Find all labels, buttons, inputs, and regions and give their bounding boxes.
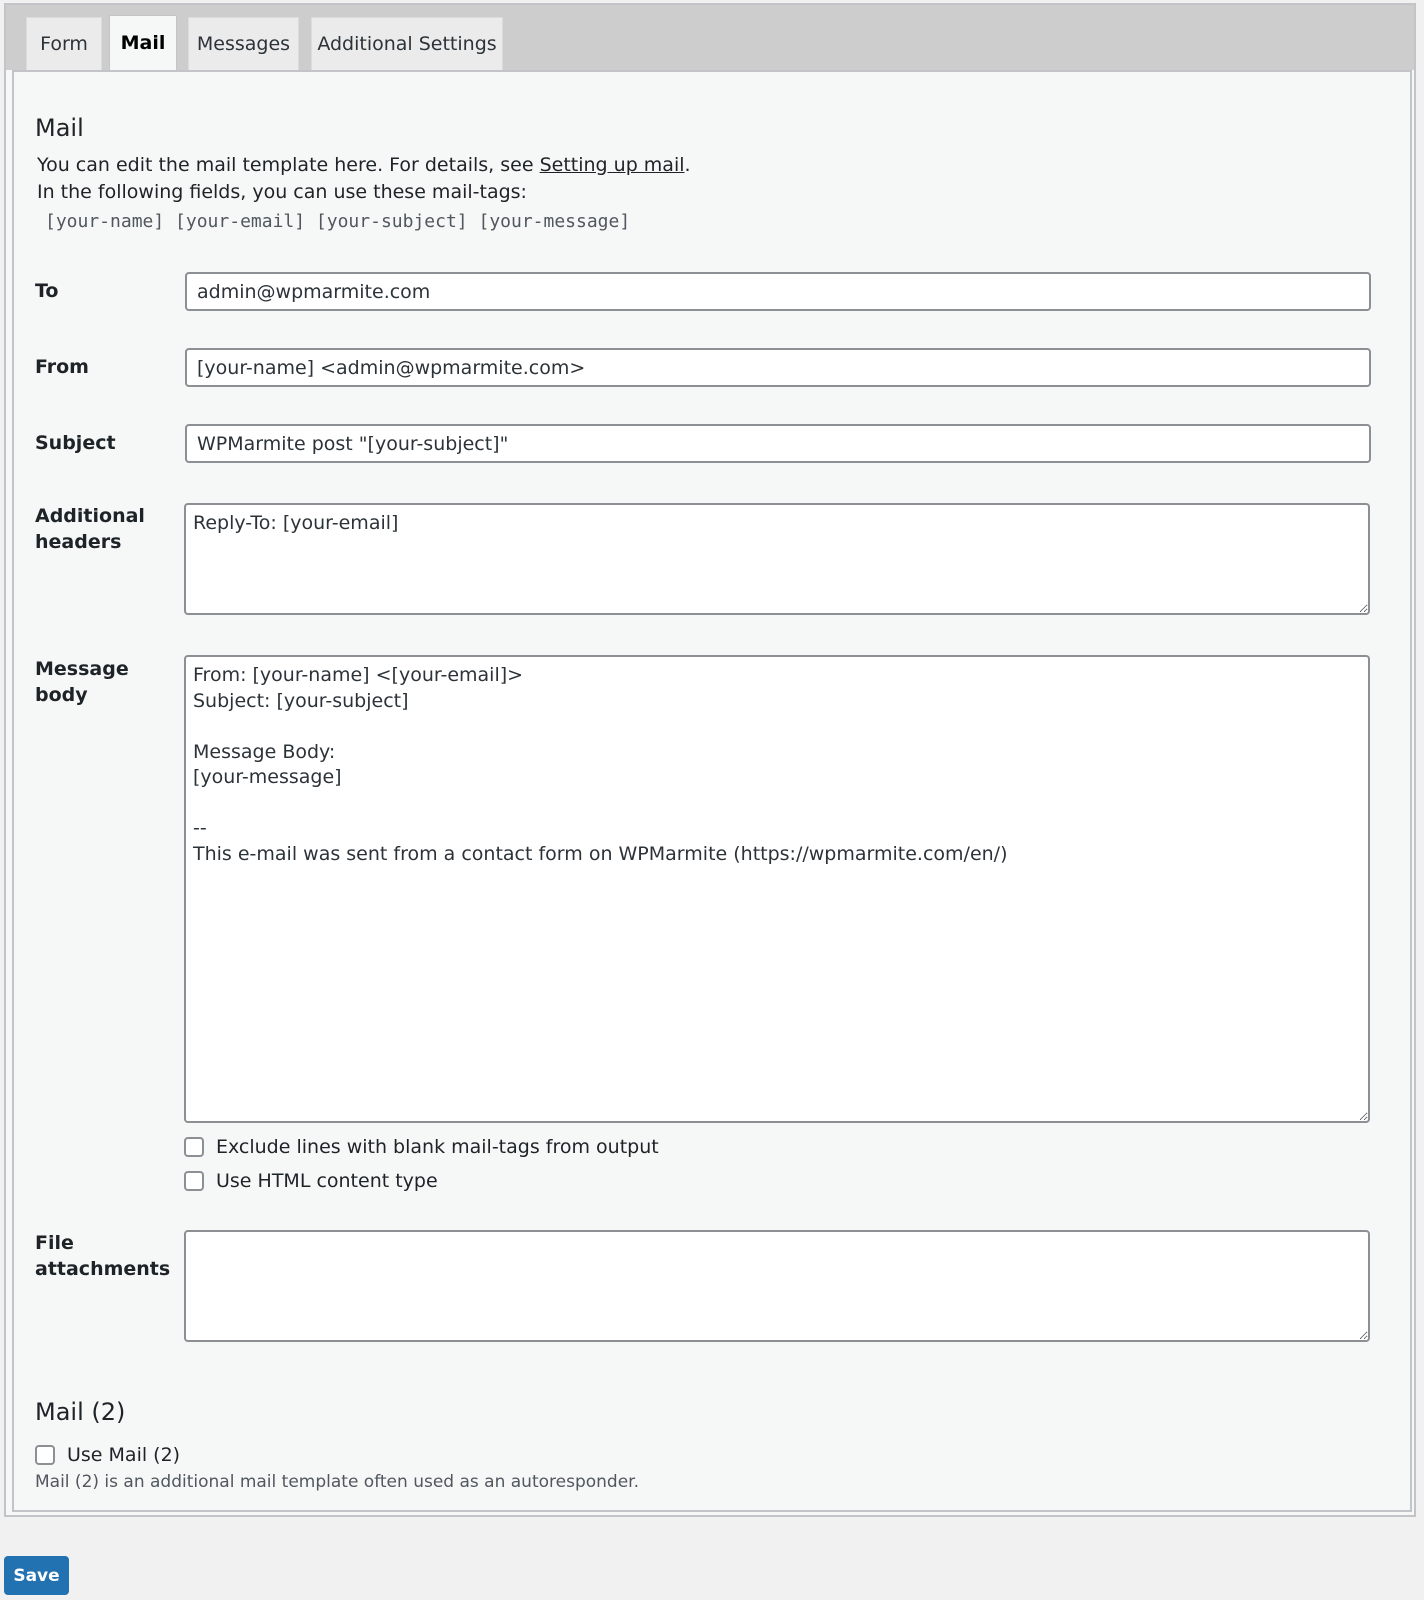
subject-label: Subject (35, 432, 116, 454)
setting-up-mail-link[interactable]: Setting up mail (539, 154, 685, 176)
additional-headers-textarea[interactable] (184, 503, 1370, 615)
additional-headers-label-line1: Additional (35, 505, 145, 527)
message-body-label-line1: Message (35, 658, 129, 680)
description-suffix: . (684, 154, 691, 176)
file-attachments-label-line2: attachments (35, 1258, 171, 1280)
file-attachments-textarea[interactable] (184, 1230, 1370, 1342)
mail-panel (12, 70, 1412, 1512)
save-button[interactable]: Save (4, 1556, 69, 1595)
use-html-option[interactable] (184, 1170, 438, 1192)
from-label: From (35, 356, 89, 378)
use-html-label: Use HTML content type (216, 1170, 438, 1192)
from-input[interactable] (185, 348, 1371, 387)
mail-description (37, 152, 691, 179)
use-html-checkbox[interactable] (184, 1171, 204, 1191)
to-label: To (35, 280, 59, 302)
mail-heading: Mail (35, 114, 84, 142)
tab-form[interactable]: Form (26, 17, 102, 70)
description-prefix: You can edit the mail template here. For details, see (37, 154, 540, 176)
tab-messages[interactable]: Messages (188, 17, 299, 70)
message-body-textarea[interactable] (184, 655, 1370, 1123)
to-input[interactable] (185, 272, 1371, 311)
tab-mail[interactable]: Mail (109, 15, 177, 70)
mail-tags-list: [your-name] [your-email] [your-subject] [your-message] (45, 211, 631, 232)
use-mail2-option[interactable] (35, 1444, 180, 1466)
contact-form-editor (4, 3, 1416, 1517)
mail2-note: Mail (2) is an additional mail template often used as an autoresponder. (35, 1472, 639, 1492)
tab-bar (6, 5, 1414, 70)
file-attachments-label (35, 1230, 170, 1282)
tab-additional-settings[interactable]: Additional Settings (311, 17, 503, 70)
subject-input[interactable] (185, 424, 1371, 463)
message-body-label (35, 656, 129, 708)
exclude-blank-option[interactable] (184, 1136, 659, 1158)
use-mail2-checkbox[interactable] (35, 1445, 55, 1465)
mail-tags-intro: In the following fields, you can use these mail-tags: (37, 181, 527, 203)
additional-headers-label (35, 503, 145, 555)
additional-headers-label-line2: headers (35, 531, 122, 553)
mail2-heading: Mail (2) (35, 1398, 126, 1426)
use-mail2-label: Use Mail (2) (67, 1444, 181, 1466)
file-attachments-label-line1: File (35, 1232, 74, 1254)
message-body-label-line2: body (35, 684, 88, 706)
exclude-blank-label: Exclude lines with blank mail-tags from output (216, 1136, 659, 1158)
exclude-blank-checkbox[interactable] (184, 1137, 204, 1157)
